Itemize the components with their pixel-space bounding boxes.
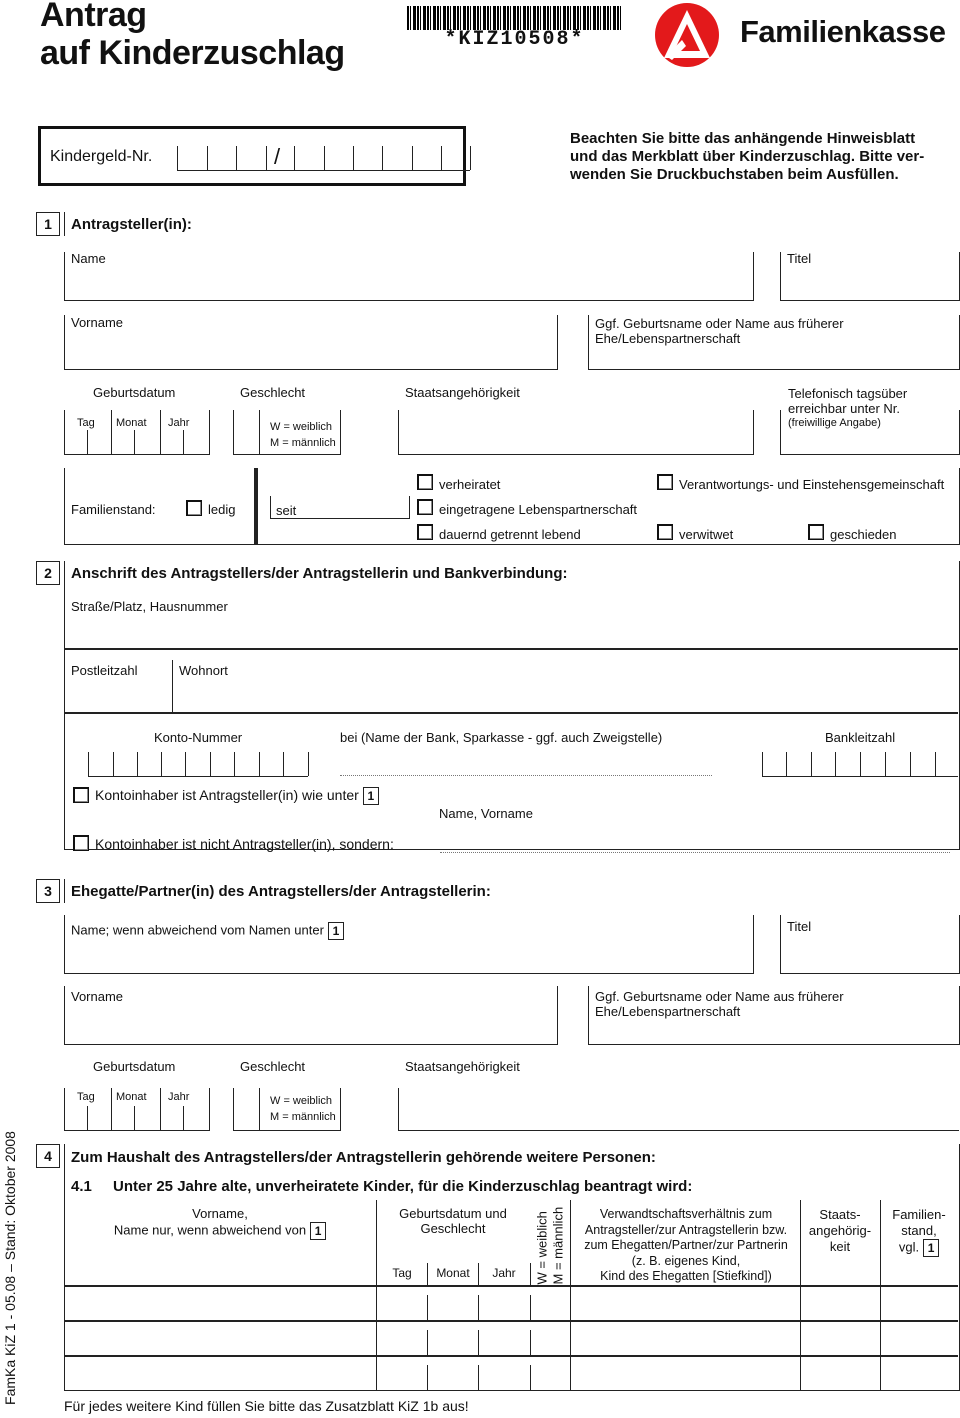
notice-text: Beachten Sie bitte das anhängende Hinweisblatt und das Merkblatt über Kinderzuschlag. Bitte ver- wenden Sie Druckbuchstaben beim Ausfüllen. <box>570 130 925 183</box>
digit-divider <box>353 146 354 170</box>
getrennt-label: dauernd getrennt lebend <box>439 527 581 542</box>
familienkasse-logo-icon <box>652 2 722 68</box>
kindergeld-separator: / <box>274 144 281 169</box>
digit-divider <box>786 752 787 776</box>
partner-gender-legend: W = weiblich M = männlich <box>270 1095 336 1123</box>
city-field[interactable] <box>174 650 957 712</box>
postal-code-field[interactable] <box>65 650 172 712</box>
partner-geschlecht-label: Geschlecht <box>240 1059 306 1074</box>
col-monat-header: Monat <box>436 1266 470 1280</box>
digit-divider <box>207 146 208 170</box>
tag-label: Tag <box>77 417 95 429</box>
date-digit-divider <box>478 1330 479 1355</box>
partner-tag-label: Tag <box>77 1091 95 1103</box>
street-field[interactable] <box>65 596 957 648</box>
applicant-firstname-field[interactable] <box>64 315 558 370</box>
digit-divider <box>177 146 178 170</box>
kontoinhaber-other-label: Kontoinhaber ist nicht Antragsteller(in), sondern: <box>95 836 394 852</box>
form-title: Antrag auf Kinderzuschlag <box>40 0 345 72</box>
applicant-phone-field[interactable] <box>780 410 960 455</box>
col-tag-header: Tag <box>392 1266 412 1280</box>
geburtsname-label: Ggf. Geburtsname oder Name aus früherer Ehe/Lebenspartnerschaft <box>595 316 844 346</box>
section-3-number: 3 <box>36 879 60 903</box>
lebenspartnerschaft-label: eingetragene Lebenspartnerschaft <box>439 502 638 517</box>
col-name-header: Vorname, Name nur, wenn abweichend von 1 <box>64 1207 376 1240</box>
section-3-title: Ehegatte/Partner(in) des Antragstellers/der Antragstellerin: <box>71 883 491 900</box>
col-w-header: W = weiblich <box>534 1211 550 1285</box>
wohnort-label: Wohnort <box>179 663 228 678</box>
digit-divider <box>266 146 267 170</box>
kindergeld-label: Kindergeld-Nr. <box>50 148 153 165</box>
form-version-label: FamKa KiZ 1 - 05.08 – Stand: Oktober 2008 <box>2 1131 18 1405</box>
ref-section-1: 1 <box>363 787 379 805</box>
ref-section-1: 1 <box>328 922 344 940</box>
seit-label: seit <box>276 503 297 518</box>
verantwortung-checkbox[interactable] <box>657 474 673 490</box>
section-4-1-number: 4.1 <box>71 1178 92 1195</box>
ledig-label: ledig <box>208 502 236 517</box>
section-4-title: Zum Haushalt des Antragstellers/der Antragstellerin gehörende weitere Personen: <box>71 1149 656 1166</box>
digit-divider <box>860 752 861 776</box>
digit-divider <box>935 752 936 776</box>
table-row[interactable] <box>65 1287 957 1319</box>
section-1-number: 1 <box>36 212 60 236</box>
geschieden-label: geschieden <box>830 527 897 542</box>
digit-divider <box>161 752 162 776</box>
strasse-label: Straße/Platz, Hausnummer <box>71 599 228 614</box>
footer-note: Für jedes weitere Kind füllen Sie bitte das Zusatzblatt KiZ 1b aus! <box>64 1398 469 1414</box>
partner-name-label: Name; wenn abweichend vom Namen unter 1 <box>71 922 344 940</box>
kontoinhaber-same-label: Kontoinhaber ist Antragsteller(in) wie unter 1 <box>95 787 379 805</box>
account-holder-name-input[interactable] <box>440 852 950 853</box>
kontoinhaber-same-checkbox[interactable] <box>73 787 89 803</box>
table-row[interactable] <box>65 1357 957 1389</box>
date-digit-divider <box>478 1365 479 1390</box>
date-digit-divider <box>530 1295 531 1320</box>
digit-divider <box>412 146 413 170</box>
digit-divider <box>835 752 836 776</box>
digit-divider <box>88 752 89 776</box>
digit-divider <box>113 752 114 776</box>
monat-label: Monat <box>116 417 147 429</box>
barcode <box>407 6 622 30</box>
jahr-label: Jahr <box>168 417 190 429</box>
telefon-label: Telefonisch tagsüber erreichbar unter Nr. (freiwillige Angabe) <box>788 386 908 429</box>
barcode-text: *KIZ10508* <box>444 28 585 51</box>
partner-geburtsdatum-label: Geburtsdatum <box>93 1059 176 1074</box>
partner-geburtsname-label: Ggf. Geburtsname oder Name aus früherer Ehe/Lebenspartnerschaft <box>595 989 844 1019</box>
digit-divider <box>308 752 309 776</box>
partner-vorname-label: Vorname <box>71 989 124 1004</box>
col-relationship-header: Verwandtschaftsverhältnis zum Antragsteller/zur Antragstellerin bzw. zum Ehegatten/Partner/zur Partnerin (z. B. eigenes Kind, Kind des Ehegatten [Stiefkind]) <box>584 1207 788 1283</box>
date-digit-divider <box>427 1330 428 1355</box>
col-birthdate-header: Geburtsdatum und Geschlecht <box>399 1206 507 1236</box>
section-1-title: Antragsteller(in): <box>71 216 192 233</box>
lebenspartnerschaft-checkbox[interactable] <box>417 499 433 515</box>
partner-firstname-field[interactable] <box>64 986 558 1045</box>
digit-divider <box>382 146 383 170</box>
section-4-number: 4 <box>36 1144 60 1168</box>
konto-label: Konto-Nummer <box>154 730 243 745</box>
digit-divider <box>762 752 763 776</box>
col-m-header: M = männlich <box>550 1206 566 1285</box>
name-label: Name <box>71 251 106 266</box>
digit-divider <box>470 146 471 170</box>
staatsangehoerigkeit-label: Staatsangehörigkeit <box>405 385 520 400</box>
ref-section-1: 1 <box>923 1239 939 1257</box>
partner-titel-label: Titel <box>787 919 812 934</box>
applicant-name-field[interactable] <box>64 252 754 301</box>
familienstand-label: Familienstand: <box>71 502 156 517</box>
date-digit-divider <box>427 1365 428 1390</box>
col-nationality-header: Staats- angehörig- keit <box>808 1207 872 1254</box>
verheiratet-checkbox[interactable] <box>417 474 433 490</box>
applicant-nationality-field[interactable] <box>398 410 754 455</box>
date-digit-divider <box>478 1295 479 1320</box>
digit-divider <box>236 146 237 170</box>
digit-divider <box>185 752 186 776</box>
table-row[interactable] <box>65 1322 957 1354</box>
getrennt-checkbox[interactable] <box>417 524 433 540</box>
kontoinhaber-other-checkbox[interactable] <box>73 835 89 851</box>
partner-jahr-label: Jahr <box>168 1091 190 1103</box>
bank-name-input[interactable] <box>340 775 712 776</box>
partner-nationality-field[interactable] <box>398 1088 959 1131</box>
verantwortung-label: Verantwortungs- und Einstehensgemeinschaft <box>679 477 945 492</box>
geschieden-checkbox[interactable] <box>808 524 824 540</box>
ledig-checkbox[interactable] <box>186 500 202 516</box>
ref-section-1: 1 <box>310 1222 326 1240</box>
digit-divider <box>259 752 260 776</box>
account-number-input[interactable] <box>88 750 308 777</box>
bank-label: bei (Name der Bank, Sparkasse - ggf. auch Zweigstelle) <box>340 730 663 745</box>
partner-staat-label: Staatsangehörigkeit <box>405 1059 520 1074</box>
digit-divider <box>283 752 284 776</box>
digit-divider <box>294 146 295 170</box>
brand-name: Familienkasse <box>740 14 946 49</box>
partner-monat-label: Monat <box>116 1091 147 1103</box>
section-1-marker <box>64 212 65 236</box>
titel-label: Titel <box>787 251 812 266</box>
digit-divider <box>441 146 442 170</box>
familienstand-divider <box>254 468 258 544</box>
verwitwet-label: verwitwet <box>679 527 734 542</box>
digit-divider <box>137 752 138 776</box>
section-4-1-title: Unter 25 Jahre alte, unverheiratete Kinder, für die Kinderzuschlag beantragt wird: <box>113 1178 693 1195</box>
vorname-label: Vorname <box>71 315 124 330</box>
geburtsdatum-label: Geburtsdatum <box>93 385 176 400</box>
digit-divider <box>811 752 812 776</box>
section-2-number: 2 <box>36 561 60 585</box>
gender-legend: W = weiblich M = männlich <box>270 421 336 449</box>
digit-divider <box>910 752 911 776</box>
digit-divider <box>324 146 325 170</box>
verwitwet-checkbox[interactable] <box>657 524 673 540</box>
date-digit-divider <box>530 1365 531 1390</box>
name-vorname-label: Name, Vorname <box>439 806 533 821</box>
col-jahr-header: Jahr <box>492 1266 516 1280</box>
col-family-status-header: Familien- stand, vgl. 1 <box>892 1207 946 1255</box>
bankleitzahl-label: Bankleitzahl <box>825 730 896 745</box>
postleitzahl-label: Postleitzahl <box>71 663 138 678</box>
geschlecht-label: Geschlecht <box>240 385 306 400</box>
date-digit-divider <box>530 1330 531 1355</box>
digit-divider <box>210 752 211 776</box>
digit-divider <box>885 752 886 776</box>
digit-divider <box>234 752 235 776</box>
verheiratet-label: verheiratet <box>439 477 501 492</box>
date-digit-divider <box>427 1295 428 1320</box>
section-2-title: Anschrift des Antragstellers/der Antragstellerin und Bankverbindung: <box>71 565 568 582</box>
